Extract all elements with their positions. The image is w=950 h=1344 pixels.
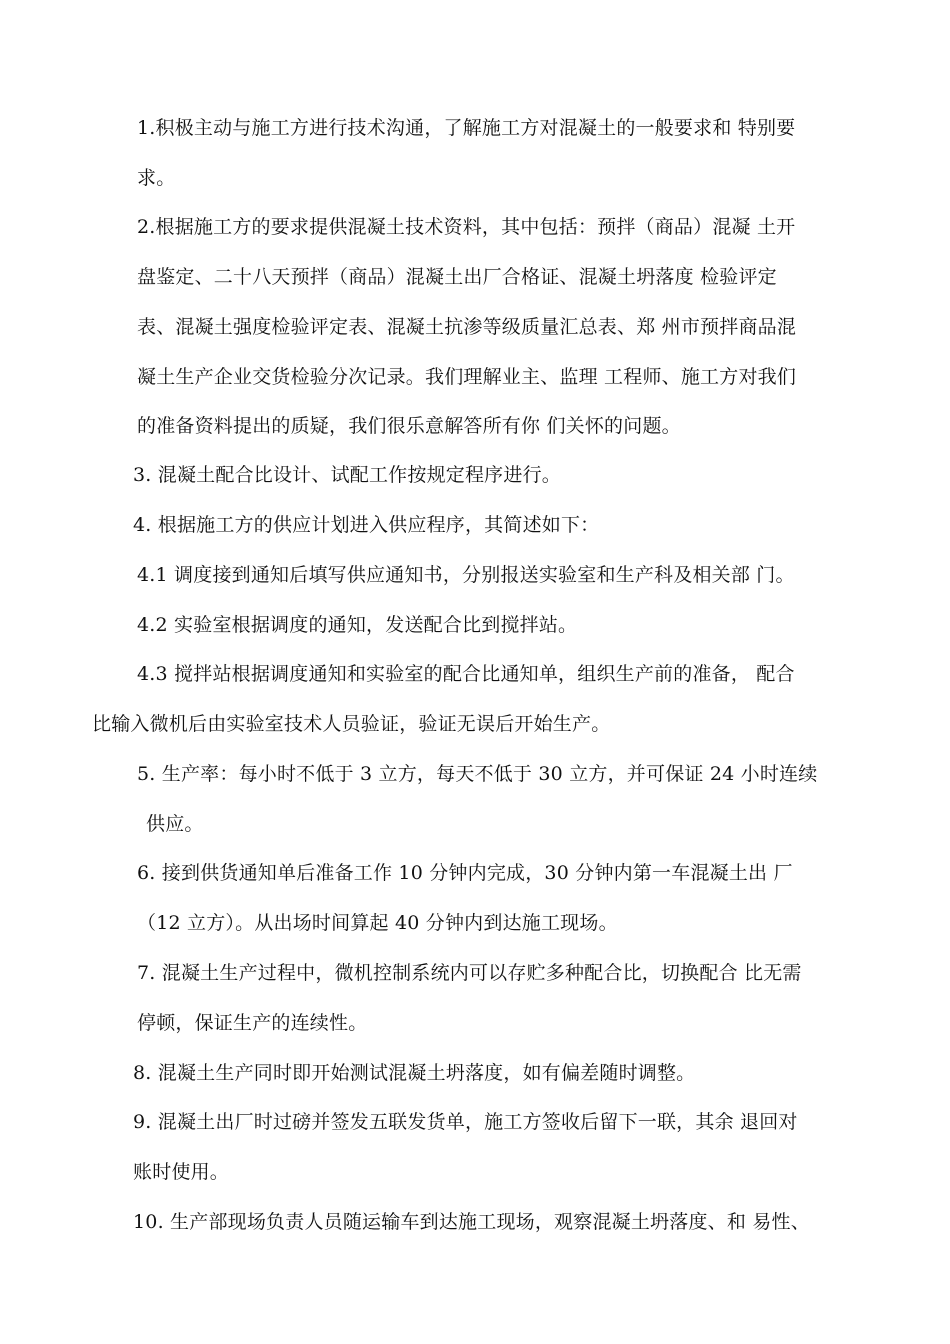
text-line: 比输入微机后由实验室技术人员验证，验证无误后开始生产。 [92,713,611,735]
text-line: 10. 生产部现场负责人员随运输车到达施工现场，观察混凝土坍落度、和 易性、 [133,1211,810,1233]
text-line: 4.3 搅拌站根据调度通知和实验室的配合比通知单，组织生产前的准备， 配合 [137,663,795,685]
text-line: 3. 混凝土配合比设计、试配工作按规定程序进行。 [133,464,561,486]
text-line: 8. 混凝土生产同时即开始测试混凝土坍落度，如有偏差随时调整。 [133,1062,696,1084]
text-line: 表、混凝土强度检验评定表、混凝土抗渗等级质量汇总表、郑 州市预拌商品混 [137,316,797,338]
text-line: 供应。 [146,813,204,835]
text-line: 4. 根据施工方的供应计划进入供应程序，其简述如下： [133,514,600,536]
text-line: 账时使用。 [133,1161,230,1183]
text-line: 4.2 实验室根据调度的通知，发送配合比到搅拌站。 [137,614,578,636]
text-line: 4.1 调度接到通知后填写供应通知书，分别报送实验室和生产科及相关部 门。 [137,564,795,586]
text-line: 的准备资料提出的质疑，我们很乐意解答所有你 们关怀的问题。 [137,415,681,437]
text-line: （12 立方）。从出场时间算起 40 分钟内到达施工现场。 [137,912,618,934]
text-line: 6. 接到供货通知单后准备工作 10 分钟内完成，30 分钟内第一车混凝土出 厂 [137,862,793,884]
text-line: 5. 生产率：每小时不低于 3 立方，每天不低于 30 立方，并可保证 24 小时连续 [137,763,818,785]
text-line: 凝土生产企业交货检验分次记录。我们理解业主、监理 工程师、施工方对我们 [137,366,797,388]
text-line: 7. 混凝土生产过程中，微机控制系统内可以存贮多种配合比，切换配合 比无需 [137,962,802,984]
text-line: 求。 [137,167,176,189]
text-line: 9. 混凝土出厂时过磅并签发五联发货单，施工方签收后留下一联，其余 退回对 [133,1111,798,1133]
text-line: 1.积极主动与施工方进行技术沟通，了解施工方对混凝土的一般要求和 特别要 [137,117,796,139]
text-line: 2.根据施工方的要求提供混凝土技术资料，其中包括：预拌（商品）混凝 土开 [137,216,796,238]
text-line: 停顿，保证生产的连续性。 [137,1012,368,1034]
text-line: 盘鉴定、二十八天预拌（商品）混凝土出厂合格证、混凝土坍落度 检验评定 [137,266,777,288]
